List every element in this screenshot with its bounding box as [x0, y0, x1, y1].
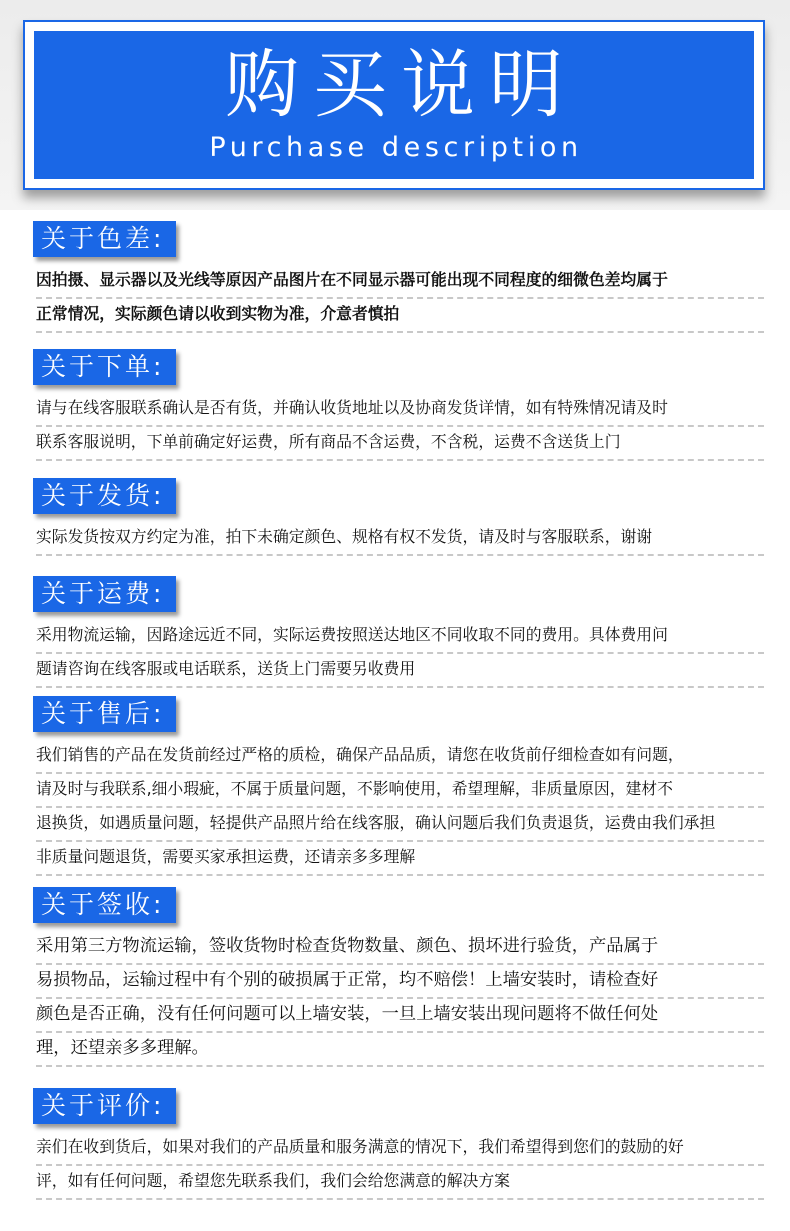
body-line: 采用物流运输，因路途远近不同，实际运费按照送达地区不同收取不同的费用。具体费用问	[36, 620, 764, 654]
body-line: 理，还望亲多多理解。	[36, 1033, 764, 1067]
body-line: 我们销售的产品在发货前经过严格的质检，确保产品品质，请您在收货前仔细检查如有问题，	[36, 740, 764, 774]
section-body	[36, 740, 764, 876]
section-body	[36, 522, 764, 556]
body-line: 因拍摄、显示器以及光线等原因产品图片在不同显示器可能出现不同程度的细微色差均属于	[36, 265, 764, 299]
body-line: 评，如有任何问题，希望您先联系我们，我们会给您满意的解决方案	[36, 1166, 764, 1200]
section-heading: 关于评价:	[33, 1088, 176, 1124]
header-background	[0, 0, 790, 210]
body-line: 联系客服说明，下单前确定好运费，所有商品不含运费，不含税，运费不含送货上门	[36, 427, 764, 461]
section-heading: 关于运费:	[33, 576, 176, 612]
purchase-banner	[23, 20, 765, 190]
body-line: 易损物品，运输过程中有个别的破损属于正常，均不赔偿！上墙安装时，请检查好	[36, 965, 764, 999]
body-line: 非质量问题退货，需要买家承担运费，还请亲多多理解	[36, 842, 764, 876]
body-line: 正常情况，实际颜色请以收到实物为准，介意者慎拍	[36, 299, 764, 333]
section-heading: 关于售后:	[33, 696, 176, 732]
section-heading: 关于下单:	[33, 349, 176, 385]
body-line: 亲们在收到货后，如果对我们的产品质量和服务满意的情况下，我们希望得到您们的鼓励的好	[36, 1132, 764, 1166]
body-line: 退换货，如遇质量问题，轻提供产品照片给在线客服，确认问题后我们负责退货，运费由我们承担	[36, 808, 764, 842]
section-body	[36, 1132, 764, 1200]
section-body	[36, 393, 764, 461]
banner-panel	[34, 31, 754, 179]
banner-title: 购买说明	[225, 41, 577, 128]
body-line: 请与在线客服联系确认是否有货，并确认收货地址以及协商发货详情，如有特殊情况请及时	[36, 393, 764, 427]
body-line: 实际发货按双方约定为准，拍下未确定颜色、规格有权不发货，请及时与客服联系，谢谢	[36, 522, 764, 556]
section-heading: 关于发货:	[33, 478, 176, 514]
section-heading: 关于色差:	[33, 221, 176, 257]
body-line: 题请咨询在线客服或电话联系，送货上门需要另收费用	[36, 654, 764, 688]
section-body	[36, 620, 764, 688]
body-line: 颜色是否正确，没有任何问题可以上墙安装，一旦上墙安装出现问题将不做任何处	[36, 999, 764, 1033]
banner-subtitle: Purchase description	[209, 131, 583, 163]
section-body	[36, 265, 764, 333]
body-line: 采用第三方物流运输，签收货物时检查货物数量、颜色、损坏进行验货，产品属于	[36, 931, 764, 965]
section-body	[36, 931, 764, 1067]
body-line: 请及时与我联系,细小瑕疵，不属于质量问题，不影响使用，希望理解，非质量原因，建材不	[36, 774, 764, 808]
section-heading: 关于签收:	[33, 887, 176, 923]
